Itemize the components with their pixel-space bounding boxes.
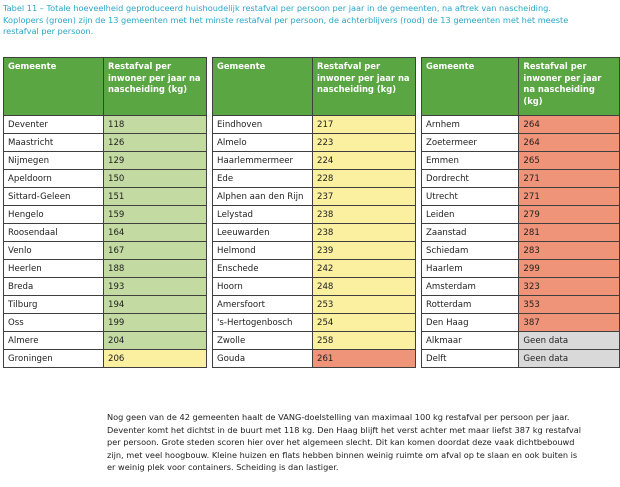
gemeente-cell: Hengelo — [4, 206, 104, 224]
gemeente-cell: Nijmegen — [4, 152, 104, 170]
table-row — [4, 314, 207, 332]
restafval-value-cell: 164 — [104, 224, 207, 242]
table-row — [213, 260, 416, 278]
gemeente-cell: Schiedam — [422, 242, 519, 260]
restafval-value-cell: 242 — [313, 260, 416, 278]
gemeente-cell: Emmen — [422, 152, 519, 170]
restafval-value-cell: 194 — [104, 296, 207, 314]
restafval-value-cell: 206 — [104, 350, 207, 368]
table-row — [213, 242, 416, 260]
gemeente-cell: Utrecht — [422, 188, 519, 206]
waste-table-koplopers — [3, 57, 207, 368]
restafval-value-cell: 264 — [519, 134, 620, 152]
gemeente-cell: Rotterdam — [422, 296, 519, 314]
restafval-value-cell: 126 — [104, 134, 207, 152]
table-row — [213, 278, 416, 296]
gemeente-cell: Gouda — [213, 350, 313, 368]
table-row — [4, 116, 207, 134]
gemeente-cell: Den Haag — [422, 314, 519, 332]
table-row — [422, 134, 620, 152]
waste-table-achterblijvers — [421, 57, 620, 368]
table-row — [422, 152, 620, 170]
table-row — [213, 116, 416, 134]
waste-table-middengroep — [212, 57, 416, 368]
table-row — [422, 116, 620, 134]
restafval-value-cell: 193 — [104, 278, 207, 296]
table-row — [4, 170, 207, 188]
gemeente-cell: Alkmaar — [422, 332, 519, 350]
restafval-value-cell: 199 — [104, 314, 207, 332]
gemeente-cell: Amsterdam — [422, 278, 519, 296]
table-row — [422, 278, 620, 296]
table-row — [213, 332, 416, 350]
table-row — [4, 224, 207, 242]
table-row — [422, 260, 620, 278]
restafval-value-cell: 261 — [313, 350, 416, 368]
table-row — [4, 332, 207, 350]
gemeente-cell: Arnhem — [422, 116, 519, 134]
table-row — [422, 170, 620, 188]
restafval-value-cell: 283 — [519, 242, 620, 260]
table-row — [4, 296, 207, 314]
restafval-value-cell: 239 — [313, 242, 416, 260]
column-header-restafval: Restafval per inwoner per jaar na nascheiding (kg) — [313, 58, 416, 116]
restafval-value-cell: 150 — [104, 170, 207, 188]
gemeente-cell: Zoetermeer — [422, 134, 519, 152]
table-row — [4, 242, 207, 260]
restafval-value-cell: 265 — [519, 152, 620, 170]
gemeente-cell: Helmond — [213, 242, 313, 260]
gemeente-cell: Almelo — [213, 134, 313, 152]
caption-line: Tabel 11 – Totale hoeveelheid geproduceerd huishoudelijk restafval per persoon per jaar in de gemeenten, na aftrek van nascheiding. — [3, 3, 551, 13]
table-row — [213, 296, 416, 314]
table-row — [213, 152, 416, 170]
gemeente-cell: Groningen — [4, 350, 104, 368]
column-header-restafval: Restafval per inwoner per jaar na nascheiding (kg) — [519, 58, 620, 116]
paragraph-line: Deventer komt het dichtst in de buurt met 118 kg. Den Haag blijft het verst achter met maar liefst 387 kg restafval — [107, 424, 582, 435]
restafval-value-cell: 248 — [313, 278, 416, 296]
table-row — [422, 296, 620, 314]
gemeente-cell: Almere — [4, 332, 104, 350]
table-row — [4, 134, 207, 152]
restafval-value-cell: 118 — [104, 116, 207, 134]
table-row — [213, 134, 416, 152]
table-row — [213, 170, 416, 188]
gemeente-cell: Zwolle — [213, 332, 313, 350]
column-header-gemeente: Gemeente — [4, 58, 104, 116]
restafval-value-cell: 129 — [104, 152, 207, 170]
restafval-value-cell: 159 — [104, 206, 207, 224]
gemeente-cell: Maastricht — [4, 134, 104, 152]
restafval-value-cell: 204 — [104, 332, 207, 350]
restafval-value-cell: 264 — [519, 116, 620, 134]
restafval-value-cell: 228 — [313, 170, 416, 188]
table-row — [422, 224, 620, 242]
gemeente-cell: Haarlem — [422, 260, 519, 278]
restafval-value-cell: 254 — [313, 314, 416, 332]
gemeente-cell: Venlo — [4, 242, 104, 260]
gemeente-cell: Apeldoorn — [4, 170, 104, 188]
gemeente-cell: Lelystad — [213, 206, 313, 224]
gemeente-cell: Haarlemmermeer — [213, 152, 313, 170]
gemeente-cell: Delft — [422, 350, 519, 368]
gemeente-cell: Heerlen — [4, 260, 104, 278]
gemeente-cell: Leeuwarden — [213, 224, 313, 242]
restafval-value-cell: 237 — [313, 188, 416, 206]
restafval-value-cell: 217 — [313, 116, 416, 134]
gemeente-cell: Tilburg — [4, 296, 104, 314]
table-row — [422, 314, 620, 332]
table-row — [422, 206, 620, 224]
paragraph-line: Nog geen van de 42 gemeenten haalt de VANG-doelstelling van maximaal 100 kg restafval per persoon per jaar. — [107, 412, 570, 422]
restafval-value-cell: 299 — [519, 260, 620, 278]
gemeente-cell: Amersfoort — [213, 296, 313, 314]
gemeente-cell: Oss — [4, 314, 104, 332]
gemeente-cell: Hoorn — [213, 278, 313, 296]
table-row — [4, 152, 207, 170]
paragraph-line: er weinig plek voor containers. Scheiding is dan lastiger. — [107, 462, 339, 472]
restafval-value-cell: 271 — [519, 188, 620, 206]
table-row — [213, 206, 416, 224]
column-header-gemeente: Gemeente — [213, 58, 313, 116]
gemeente-cell: Alphen aan den Rijn — [213, 188, 313, 206]
table-row — [422, 242, 620, 260]
restafval-value-cell: 279 — [519, 206, 620, 224]
gemeente-cell: Breda — [4, 278, 104, 296]
table-row — [4, 188, 207, 206]
restafval-value-cell: Geen data — [519, 350, 620, 368]
gemeente-cell: 's-Hertogenbosch — [213, 314, 313, 332]
explanation-text — [107, 411, 615, 474]
table-row — [213, 350, 416, 368]
gemeente-cell: Ede — [213, 170, 313, 188]
table-row — [213, 224, 416, 242]
gemeente-cell: Enschede — [213, 260, 313, 278]
table-row — [4, 206, 207, 224]
restafval-value-cell: 167 — [104, 242, 207, 260]
restafval-value-cell: 151 — [104, 188, 207, 206]
restafval-value-cell: 281 — [519, 224, 620, 242]
gemeente-cell: Sittard-Geleen — [4, 188, 104, 206]
restafval-value-cell: 271 — [519, 170, 620, 188]
gemeente-cell: Leiden — [422, 206, 519, 224]
table-row — [4, 260, 207, 278]
table-row — [213, 188, 416, 206]
restafval-value-cell: 238 — [313, 224, 416, 242]
restafval-value-cell: 387 — [519, 314, 620, 332]
table-row — [422, 350, 620, 368]
table-row — [4, 278, 207, 296]
table-row — [422, 188, 620, 206]
table-row — [422, 332, 620, 350]
restafval-value-cell: 253 — [313, 296, 416, 314]
caption-line: restafval per persoon. — [3, 26, 94, 37]
paragraph-line: zijn, met veel hoogbouw. Kleine huizen en flats hebben binnen weinig ruimte om afval op te slaan en ook buiten is — [107, 449, 578, 460]
gemeente-cell: Roosendaal — [4, 224, 104, 242]
gemeente-cell: Deventer — [4, 116, 104, 134]
restafval-value-cell: 224 — [313, 152, 416, 170]
caption-line: Koplopers (groen) zijn de 13 gemeenten met het minste restafval per persoon, de achterblijvers (rood) de 13 gemeenten met het meeste — [3, 14, 569, 25]
table-row — [213, 314, 416, 332]
column-header-gemeente: Gemeente — [422, 58, 519, 116]
restafval-value-cell: 188 — [104, 260, 207, 278]
table-caption — [3, 3, 615, 38]
restafval-value-cell: 223 — [313, 134, 416, 152]
restafval-value-cell: 258 — [313, 332, 416, 350]
restafval-value-cell: 323 — [519, 278, 620, 296]
gemeente-cell: Eindhoven — [213, 116, 313, 134]
restafval-value-cell: Geen data — [519, 332, 620, 350]
paragraph-line: per persoon. Grote steden scoren hier over het algemeen slecht. Dit kan komen doordat deze vaak dichtbebouwd — [107, 437, 575, 447]
gemeente-cell: Zaanstad — [422, 224, 519, 242]
column-header-restafval: Restafval per inwoner per jaar na nascheiding (kg) — [104, 58, 207, 116]
restafval-value-cell: 238 — [313, 206, 416, 224]
gemeente-cell: Dordrecht — [422, 170, 519, 188]
table-row — [4, 350, 207, 368]
restafval-value-cell: 353 — [519, 296, 620, 314]
